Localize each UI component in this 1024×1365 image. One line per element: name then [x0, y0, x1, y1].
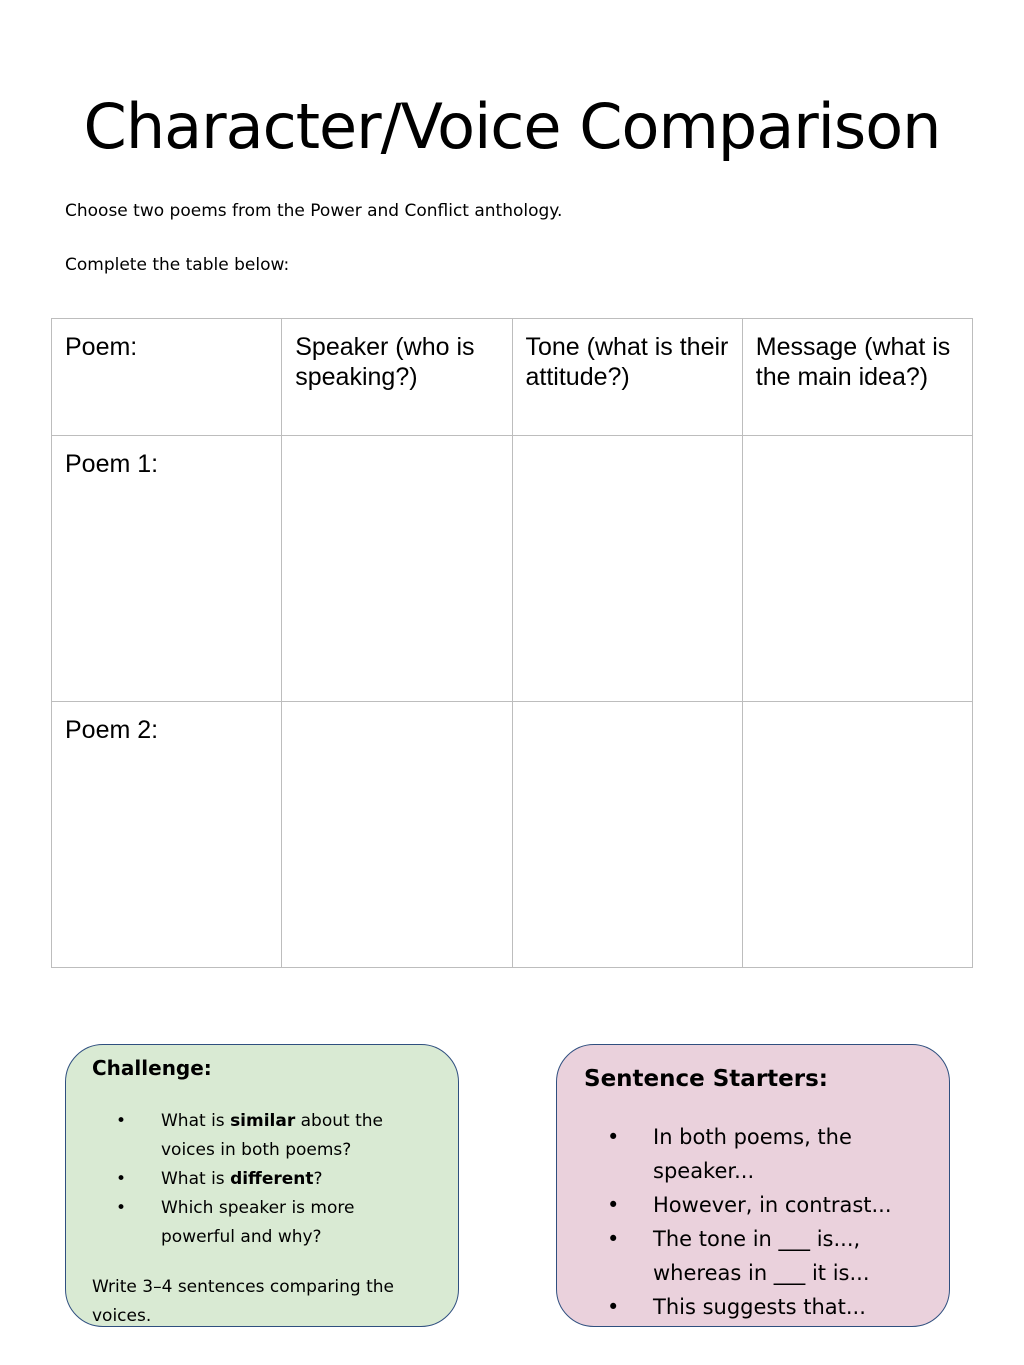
- challenge-item: [66, 1107, 426, 1165]
- table-row-poem-2: [52, 702, 973, 968]
- header-poem: Poem:: [52, 319, 282, 436]
- bullet-icon: •: [116, 1169, 127, 1189]
- comparison-table: [51, 318, 973, 968]
- challenge-item-text: What is different?: [161, 1169, 323, 1189]
- cell-poem-2-message[interactable]: [742, 702, 972, 968]
- challenge-title: Challenge:: [92, 1056, 212, 1080]
- cell-poem-1-message[interactable]: [742, 436, 972, 702]
- sentence-starters-list: [557, 1120, 937, 1324]
- header-speaker: Speaker (who is speaking?): [282, 319, 512, 436]
- bullet-icon: •: [607, 1125, 620, 1149]
- cell-poem-1-tone[interactable]: [512, 436, 742, 702]
- sentence-starter-text: However, in contrast...: [653, 1193, 892, 1217]
- sentence-starters-box: [556, 1044, 950, 1327]
- challenge-item: [66, 1194, 426, 1252]
- cell-poem-1-label: Poem 1:: [52, 436, 282, 702]
- sentence-starter-item: [557, 1222, 937, 1290]
- sentence-starter-item: [557, 1290, 937, 1324]
- sentence-starter-item: [557, 1188, 937, 1222]
- sentence-starter-text: The tone in ___ is..., whereas in ___ it is...: [653, 1227, 870, 1285]
- bullet-icon: •: [607, 1227, 620, 1251]
- instruction-choose-poems: Choose two poems from the Power and Conflict anthology.: [65, 201, 563, 221]
- challenge-list: [66, 1107, 426, 1252]
- bullet-icon: •: [607, 1295, 620, 1319]
- cell-poem-2-speaker[interactable]: [282, 702, 512, 968]
- sentence-starter-item: [557, 1120, 937, 1188]
- cell-poem-1-speaker[interactable]: [282, 436, 512, 702]
- page-title: Character/Voice Comparison: [83, 90, 941, 163]
- sentence-starter-text: This suggests that...: [653, 1295, 866, 1319]
- bullet-icon: •: [116, 1198, 127, 1218]
- instruction-complete-table: Complete the table below:: [65, 255, 290, 275]
- table-row-poem-1: [52, 436, 973, 702]
- bullet-icon: •: [116, 1111, 127, 1131]
- cell-poem-2-label: Poem 2:: [52, 702, 282, 968]
- table-header-row: [52, 319, 973, 436]
- challenge-item-text: What is similar about the voices in both poems?: [161, 1111, 383, 1160]
- header-message: Message (what is the main idea?): [742, 319, 972, 436]
- challenge-box: [65, 1044, 459, 1327]
- challenge-footer: Write 3–4 sentences comparing the voices.: [92, 1277, 394, 1326]
- challenge-item-text: Which speaker is more powerful and why?: [161, 1198, 355, 1247]
- header-tone: Tone (what is their attitude?): [512, 319, 742, 436]
- bullet-icon: •: [607, 1193, 620, 1217]
- sentence-starter-text: In both poems, the speaker...: [653, 1125, 852, 1183]
- challenge-item: [66, 1165, 426, 1194]
- cell-poem-2-tone[interactable]: [512, 702, 742, 968]
- sentence-starters-title: Sentence Starters:: [584, 1066, 828, 1092]
